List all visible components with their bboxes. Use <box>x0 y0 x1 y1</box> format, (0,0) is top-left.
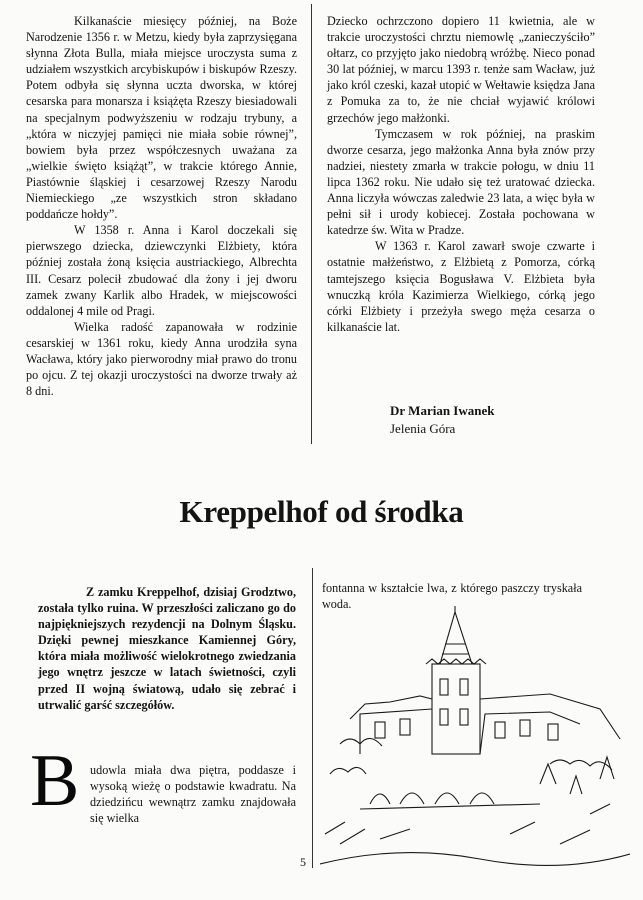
paragraph: Wielka radość zapanowała w rodzinie cesarskiej w 1361 roku, kiedy Anna urodziła syna Wacława, który jako pierworodny miał prawo do tronu po ojcu. Z tej okazji uroczystości na dworze trwały aż 8 dni. <box>26 319 297 399</box>
paragraph: W 1358 r. Anna i Karol doczekali się pierwszego dziecka, dziewczynki Elżbiety, która później została żoną księcia austriackiego, Albrechta III. Cesarz polecił zbudować dla żony i jej dworu zamek zwany Karlik albo Hradek, w miejscowości oddalonej 4 mile od Pragi. <box>26 223 297 318</box>
paragraph: Dziecko ochrzczono dopiero 11 kwietnia, ale w trakcie uroczystości chrztu niemowlę „zanieczyściło” ołtarz, co przyjęto jako niedobrą wróżbę. Nieco ponad 30 lat później, w marcu 1393 r. tenże sam Wacław, już jako król czeski, kazał utopić w Wełtawie księdza Jana z Pomuka za to, że nie chciał wyjawić królowi grzechów jego małżonki. <box>327 14 595 125</box>
article-column-top-left <box>26 13 297 399</box>
page-number: 5 <box>300 855 306 869</box>
column-divider <box>312 568 313 868</box>
paragraph: W 1363 r. Karol zawarł swoje czwarte i ostatnie małżeństwo, z Elżbietą z Pomorza, córką tamtejszego księcia Bogusława V. Elżbieta była wnuczką króla Kazimierza Wielkiego, córką jego córki Elżbiety i przeżyła swego męża cesarza o kilkanaście lat. <box>327 239 595 334</box>
paragraph: Tymczasem w rok później, na praskim dworze cesarza, jego małżonka Anna była znów przy nadziei, niestety zmarła w trakcie połogu, w dniu 11 lipca 1362 roku. Nie udało się też uratować dziecka. Anna liczyła wówczas zaledwie 23 lata, a więc była w pełni sił i urody kobiecej. Została pochowana w katedrze św. Wita w Pradze. <box>327 126 595 238</box>
drop-cap: B <box>30 740 80 822</box>
author-city: Jelenia Góra <box>390 421 456 436</box>
article-column-top-right <box>327 13 595 335</box>
castle-sketch-illustration <box>320 604 630 874</box>
column-divider <box>311 4 312 444</box>
paragraph: udowla miała dwa piętra, poddasze i wysoką wieżę o podstawie kwadratu. Na dziedzińcu wewnątrz zamku znajdowała się wielka <box>90 763 296 826</box>
article-lead-column <box>38 584 296 713</box>
paragraph: Kilkanaście miesięcy później, na Boże Narodzenie 1356 r. w Metzu, kiedy była zaprzysięgana słynna Złota Bulla, miała miejsce uroczysta suma z udziałem wszystkich arcybiskupów i biskupów Rzeszy. Potem odbyła się słynna uczta dworska, w której cesarska para monarsza i książęta Rzeszy biesiadowali na specjalnym podwyższeniu w rodzaju trybuny, a „która w niczyjej pamięci nie miała sobie równej”, bowiem była przez współczesnych uważana za „wielkie święto książąt”, w trakcie którego Annie, Piastównie śląskiej i cesarzowej Rzeszy Narodu Niemieckiego „ze wszystkich stron składano poddańcze hołdy”. <box>26 14 297 222</box>
paragraph: fontanna w kształcie lwa, z którego paszczy tryskała woda. <box>322 581 582 612</box>
lead-paragraph: Z zamku Kreppelhof, dzisiaj Grodztwo, została tylko ruina. W przeszłości zaliczano go do najpiękniejszych rezydencji na Dolnym Śląsku. Dzięki pewnej mieszkance Kamiennej Góry, która miała możliwość wielokrotnego zwiedzania jego wnętrz jeszcze w latach świetności, czyli przed II wojną światową, udało się zebrać i utrwalić garść szczegółów. <box>38 585 296 712</box>
article-headline: Kreppelhof od środka <box>179 494 464 529</box>
article-body-column <box>90 762 296 826</box>
author-name: Dr Marian Iwanek <box>390 403 495 418</box>
